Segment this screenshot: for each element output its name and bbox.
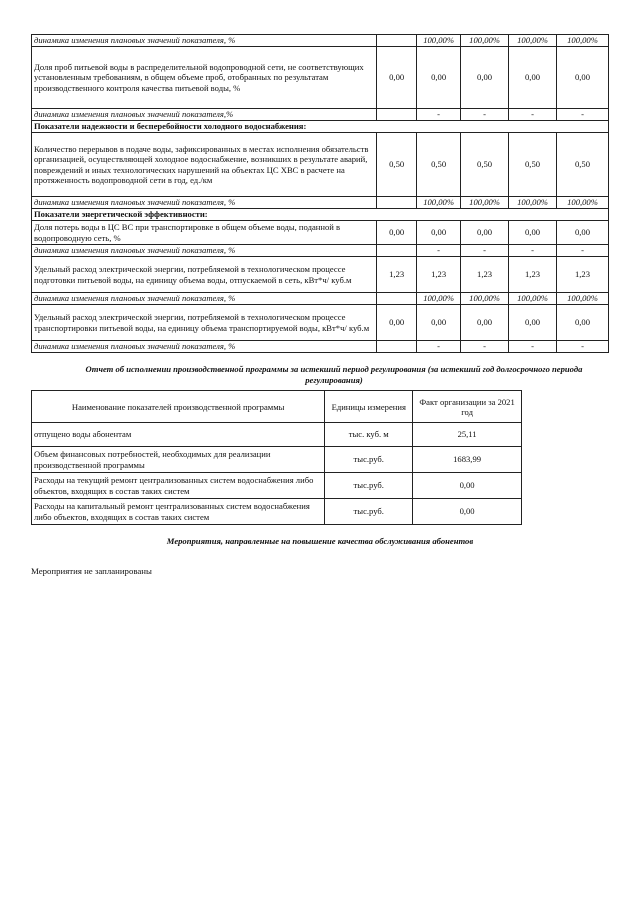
row-label: Удельный расход электрической энергии, потребляемой в технологическом процессе подготовки питьевой воды, на единицу объема воды, отпускаемой в сеть, кВт*ч/ куб.м <box>32 257 377 293</box>
cell-value: 1,23 <box>377 257 417 293</box>
cell-value: 1683,99 <box>413 447 522 473</box>
cell-value: - <box>417 245 461 257</box>
table-header-row <box>32 391 522 423</box>
cell-value: 1,23 <box>509 257 557 293</box>
row-label: динамика изменения плановых значений показателя, % <box>32 35 377 47</box>
cell-value <box>377 109 417 121</box>
table-row <box>32 293 609 305</box>
table-row <box>32 133 609 197</box>
row-label: отпущено воды абонентам <box>32 423 325 447</box>
cell-value: 0,00 <box>509 221 557 245</box>
table-row <box>32 245 609 257</box>
table-row <box>32 423 522 447</box>
cell-value: - <box>557 109 609 121</box>
table-row <box>32 221 609 245</box>
cell-value: 0,00 <box>461 47 509 109</box>
cell-value: 0,00 <box>461 221 509 245</box>
cell-value: 1,23 <box>461 257 509 293</box>
report-title: Отчет об исполнении производственной программы за истекший период регулирования (за истекший год долгосрочного периода регулирования) <box>85 364 583 385</box>
cell-unit: тыс.руб. <box>325 447 413 473</box>
cell-value: 100,00% <box>509 293 557 305</box>
cell-value <box>377 197 417 209</box>
cell-value: 0,00 <box>557 221 609 245</box>
indicators-table <box>31 34 609 353</box>
cell-value: 100,00% <box>557 293 609 305</box>
cell-value: 100,00% <box>417 197 461 209</box>
cell-unit: тыс.руб. <box>325 499 413 525</box>
table-row <box>32 35 609 47</box>
row-label: динамика изменения плановых значений показателя, % <box>32 341 377 353</box>
cell-value: 0,00 <box>509 305 557 341</box>
table-row <box>32 341 609 353</box>
cell-value: 0,50 <box>509 133 557 197</box>
cell-value: 0,00 <box>557 47 609 109</box>
cell-unit: тыс. куб. м <box>325 423 413 447</box>
table-row <box>32 473 522 499</box>
table-row <box>32 257 609 293</box>
cell-value: 0,00 <box>377 47 417 109</box>
cell-value: 100,00% <box>509 197 557 209</box>
cell-value: 0,00 <box>377 305 417 341</box>
cell-value: 0,00 <box>557 305 609 341</box>
cell-value <box>377 293 417 305</box>
cell-value: 100,00% <box>417 293 461 305</box>
cell-value: 1,23 <box>417 257 461 293</box>
cell-value: - <box>461 109 509 121</box>
table-row <box>32 47 609 109</box>
row-label: Расходы на текущий ремонт централизованных систем водоснабжения либо объектов, входящих в состав таких систем <box>32 473 325 499</box>
cell-value: 0,00 <box>417 305 461 341</box>
cell-value: - <box>417 109 461 121</box>
cell-value: 1,23 <box>557 257 609 293</box>
row-label: Удельный расход электрической энергии, потребляемой в технологическом процессе транспортировки питьевой воды, на единицу объема транспортируемой воды, кВт*ч/ куб.м <box>32 305 377 341</box>
cell-value: - <box>557 341 609 353</box>
row-label: Доля потерь воды в ЦС ВС при транспортировке в общем объеме воды, поданной в водопроводную сеть, % <box>32 221 377 245</box>
cell-value: - <box>509 341 557 353</box>
cell-value: 0,50 <box>557 133 609 197</box>
cell-value: 100,00% <box>509 35 557 47</box>
section-heading: Показатели надежности и бесперебойности холодного водоснабжения: <box>32 121 609 133</box>
cell-value <box>377 245 417 257</box>
cell-value <box>377 341 417 353</box>
row-label: динамика изменения плановых значений показателя, % <box>32 245 377 257</box>
cell-value: 100,00% <box>557 197 609 209</box>
column-header: Наименование показателей производственной программы <box>32 391 325 423</box>
cell-value: - <box>461 245 509 257</box>
table-row <box>32 447 522 473</box>
cell-value: 100,00% <box>461 35 509 47</box>
cell-value: 0,00 <box>417 221 461 245</box>
cell-value: 100,00% <box>417 35 461 47</box>
cell-value: 0,00 <box>413 473 522 499</box>
row-label: Расходы на капитальный ремонт централизованных систем водоснабжения либо объектов, входящих в состав таких систем <box>32 499 325 525</box>
column-header: Факт организации за 2021 год <box>413 391 522 423</box>
column-header: Единицы измерения <box>325 391 413 423</box>
cell-value: 0,00 <box>461 305 509 341</box>
program-report-table <box>31 390 522 525</box>
cell-value: - <box>509 109 557 121</box>
cell-value: 100,00% <box>461 197 509 209</box>
section-heading: Показатели энергетической эффективности: <box>32 209 609 221</box>
cell-value: 0,50 <box>417 133 461 197</box>
section-row <box>32 209 609 221</box>
section-row <box>32 121 609 133</box>
row-label: Доля проб питьевой воды в распределительной водопроводной сети, не соответствующих установленным требованиям, в общем объеме проб, отобранных по результатам производственного контроля качества питьевой воды, % <box>32 47 377 109</box>
cell-value: 0,00 <box>417 47 461 109</box>
table-row <box>32 109 609 121</box>
table-row <box>32 197 609 209</box>
row-label: динамика изменения плановых значений показателя,% <box>32 109 377 121</box>
measures-title: Мероприятия, направленные на повышение качества обслуживания абонентов <box>166 536 474 546</box>
cell-value: 25,11 <box>413 423 522 447</box>
cell-value: 0,00 <box>377 221 417 245</box>
table-row <box>32 305 609 341</box>
row-label: динамика изменения плановых значений показателя, % <box>32 197 377 209</box>
measures-text: Мероприятия не запланированы <box>31 566 152 576</box>
cell-value: - <box>461 341 509 353</box>
cell-value <box>377 35 417 47</box>
cell-unit: тыс.руб. <box>325 473 413 499</box>
cell-value: - <box>417 341 461 353</box>
cell-value: 100,00% <box>557 35 609 47</box>
cell-value: 0,50 <box>377 133 417 197</box>
table-row <box>32 499 522 525</box>
row-label: Объем финансовых потребностей, необходимых для реализации производственной программы <box>32 447 325 473</box>
row-label: Количество перерывов в подаче воды, зафиксированных в местах исполнения обязательств организацией, осуществляющей холодное водоснабжение, возникших в результате аварий, повреждений и иных технологических нарушений на объектах ЦС ХВС в расчете на протяженность водопроводной сети в год, ед./км <box>32 133 377 197</box>
cell-value: 100,00% <box>461 293 509 305</box>
cell-value: - <box>557 245 609 257</box>
cell-value: 0,00 <box>509 47 557 109</box>
cell-value: 0,00 <box>413 499 522 525</box>
cell-value: - <box>509 245 557 257</box>
row-label: динамика изменения плановых значений показателя, % <box>32 293 377 305</box>
cell-value: 0,50 <box>461 133 509 197</box>
